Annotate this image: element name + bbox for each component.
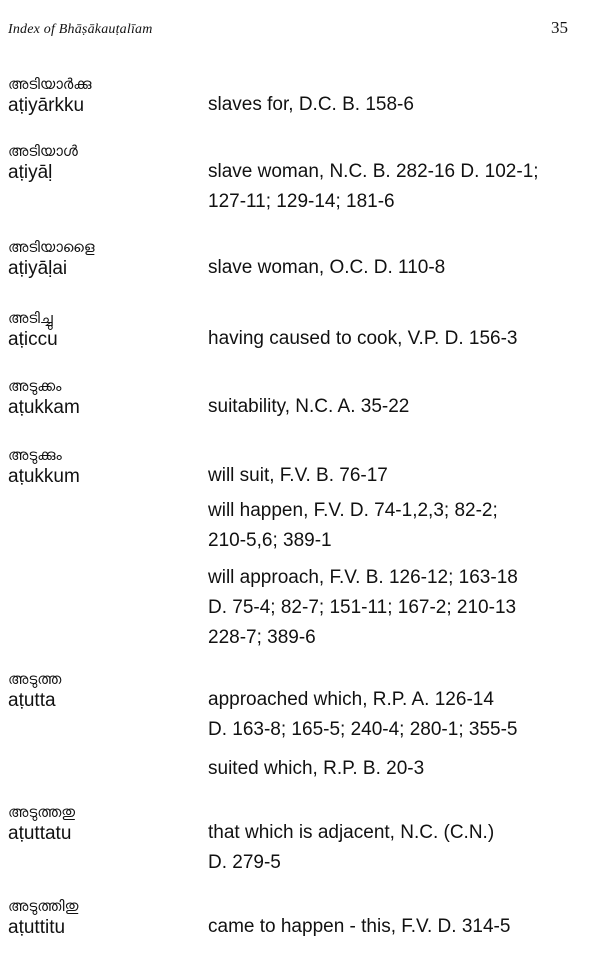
definition-line: slave woman, N.C. B. 282-16 D. 102-1;: [208, 161, 539, 182]
definition-line: 228-7; 389-6: [208, 627, 316, 648]
definition-line: will suit, F.V. B. 76-17: [208, 465, 388, 486]
headword-malayalam: അടിയാർക്കു: [8, 75, 92, 93]
definition-line: slaves for, D.C. B. 158-6: [208, 94, 414, 115]
headword-malayalam: അടിയാൾ: [8, 142, 78, 160]
headword-malayalam: അടിച്ചു: [8, 309, 53, 327]
definition-line: 127-11; 129-14; 181-6: [208, 191, 395, 212]
definition-line: D. 279-5: [208, 852, 281, 873]
definition-line: 210-5,6; 389-1: [208, 530, 332, 551]
headword-malayalam: അടുക്കം: [8, 377, 62, 395]
sense-definition: [208, 253, 593, 283]
sense-definition: [208, 392, 593, 422]
definition-line: D. 163-8; 165-5; 240-4; 280-1; 355-5: [208, 719, 518, 740]
sense-definition: [208, 818, 593, 878]
sense-definition: [208, 157, 593, 217]
headword-transliteration: aṭukkum: [8, 466, 80, 487]
definition-line: came to happen - this, F.V. D. 314-5: [208, 916, 511, 937]
sense-definition: [208, 461, 593, 491]
headword-transliteration: aṭiyāḷ: [8, 162, 53, 183]
definition-line: will approach, F.V. B. 126-12; 163-18: [208, 567, 518, 588]
sense-definition: [208, 563, 593, 653]
headword-transliteration: aṭuttitu: [8, 917, 66, 938]
headword-malayalam: അടിയാളൈ: [8, 238, 95, 256]
definition-line: having caused to cook, V.P. D. 156-3: [208, 328, 518, 349]
sense-definition: [208, 90, 593, 120]
sense-definition: [208, 324, 593, 354]
headword-transliteration: aṭiccu: [8, 329, 58, 350]
headword-transliteration: aṭiyāḷai: [8, 258, 68, 279]
headword-transliteration: aṭiyārkku: [8, 95, 85, 116]
page-number: 35: [551, 18, 568, 37]
headword-malayalam: അടുക്കും: [8, 446, 62, 464]
headword-transliteration: aṭutta: [8, 690, 56, 711]
definition-line: D. 75-4; 82-7; 151-11; 167-2; 210-13: [208, 597, 517, 618]
definition-line: will happen, F.V. D. 74-1,2,3; 82-2;: [208, 500, 498, 521]
sense-definition: [208, 912, 593, 942]
sense-definition: [208, 754, 593, 784]
definition-line: slave woman, O.C. D. 110-8: [208, 257, 446, 278]
sense-definition: [208, 496, 593, 556]
definition-line: suitability, N.C. A. 35-22: [208, 396, 410, 417]
headword-malayalam: അടുത്ത: [8, 670, 62, 688]
definition-line: approached which, R.P. A. 126-14: [208, 689, 494, 710]
running-title: Index of Bhāṣākauṭalīam: [8, 22, 153, 37]
headword-transliteration: aṭuttatu: [8, 823, 72, 844]
headword-malayalam: അടുത്തിതു: [8, 897, 79, 915]
headword-malayalam: അടുത്തതു: [8, 803, 76, 821]
headword-transliteration: aṭukkam: [8, 397, 80, 418]
definition-line: that which is adjacent, N.C. (C.N.): [208, 822, 495, 843]
sense-definition: [208, 685, 593, 745]
definition-line: suited which, R.P. B. 20-3: [208, 758, 425, 779]
